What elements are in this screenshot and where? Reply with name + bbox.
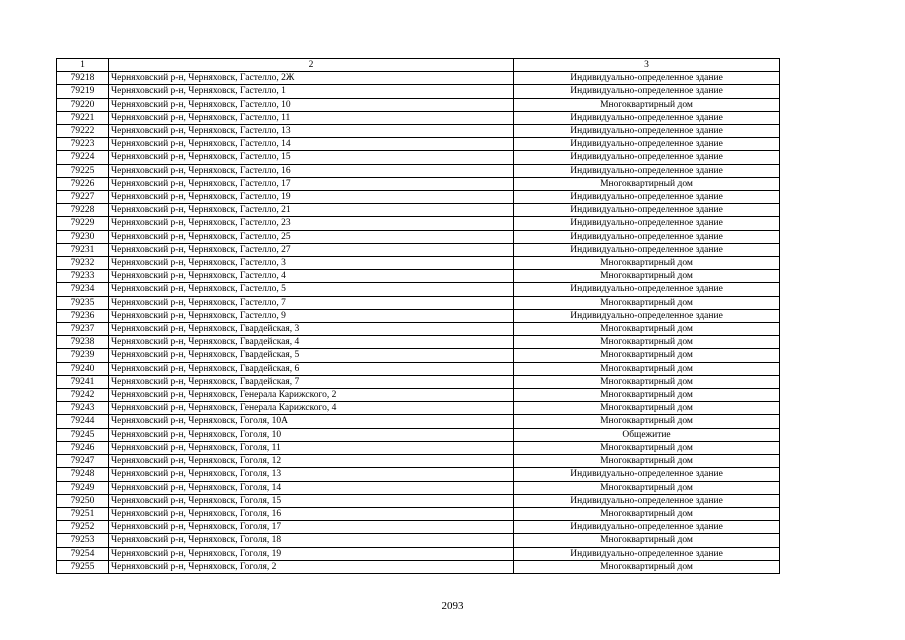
row-number-cell: 79229	[57, 217, 109, 230]
table-row	[57, 494, 780, 507]
object-type-cell: Многоквартирный дом	[514, 389, 780, 402]
object-type-cell: Многоквартирный дом	[514, 415, 780, 428]
address-cell: Черняховский р-н, Черняховск, Гвардейская, 3	[109, 323, 514, 336]
object-type-cell: Многоквартирный дом	[514, 323, 780, 336]
row-number-cell: 79222	[57, 125, 109, 138]
address-cell: Черняховский р-н, Черняховск, Гастелло, 1	[109, 85, 514, 98]
row-number-cell: 79246	[57, 441, 109, 454]
object-type-cell: Многоквартирный дом	[514, 270, 780, 283]
object-type-cell: Индивидуально-определенное здание	[514, 138, 780, 151]
table-row	[57, 151, 780, 164]
row-number-cell: 79236	[57, 309, 109, 322]
object-type-cell: Многоквартирный дом	[514, 402, 780, 415]
object-type-cell: Индивидуально-определенное здание	[514, 243, 780, 256]
table-row	[57, 309, 780, 322]
object-type-cell: Индивидуально-определенное здание	[514, 468, 780, 481]
address-cell: Черняховский р-н, Черняховск, Гастелло, 13	[109, 125, 514, 138]
object-type-cell: Многоквартирный дом	[514, 296, 780, 309]
address-cell: Черняховский р-н, Черняховск, Гоголя, 14	[109, 481, 514, 494]
address-cell: Черняховский р-н, Черняховск, Гастелло, 11	[109, 111, 514, 124]
object-type-cell: Индивидуально-определенное здание	[514, 111, 780, 124]
register-table	[56, 58, 780, 574]
address-cell: Черняховский р-н, Черняховск, Гвардейская, 5	[109, 349, 514, 362]
object-type-cell: Общежитие	[514, 428, 780, 441]
row-number-cell: 79251	[57, 507, 109, 520]
object-type-cell: Индивидуально-определенное здание	[514, 230, 780, 243]
object-type-cell: Индивидуально-определенное здание	[514, 217, 780, 230]
object-type-cell: Индивидуально-определенное здание	[514, 309, 780, 322]
table-row	[57, 415, 780, 428]
address-cell: Черняховский р-н, Черняховск, Гастелло, 14	[109, 138, 514, 151]
object-type-cell: Многоквартирный дом	[514, 362, 780, 375]
table-row	[57, 547, 780, 560]
row-number-cell: 79235	[57, 296, 109, 309]
row-number-cell: 79230	[57, 230, 109, 243]
address-cell: Черняховский р-н, Черняховск, Гастелло, 17	[109, 177, 514, 190]
table-row	[57, 362, 780, 375]
table-row	[57, 257, 780, 270]
address-cell: Черняховский р-н, Черняховск, Гоголя, 15	[109, 494, 514, 507]
table-row	[57, 455, 780, 468]
table-row	[57, 349, 780, 362]
table-row	[57, 521, 780, 534]
object-type-cell: Многоквартирный дом	[514, 560, 780, 573]
row-number-cell: 79228	[57, 204, 109, 217]
table-row	[57, 428, 780, 441]
address-cell: Черняховский р-н, Черняховск, Гастелло, 23	[109, 217, 514, 230]
address-cell: Черняховский р-н, Черняховск, Гоголя, 2	[109, 560, 514, 573]
table-row	[57, 243, 780, 256]
address-cell: Черняховский р-н, Черняховск, Гоголя, 13	[109, 468, 514, 481]
row-number-cell: 79224	[57, 151, 109, 164]
object-type-cell: Многоквартирный дом	[514, 507, 780, 520]
address-cell: Черняховский р-н, Черняховск, Гастелло, 16	[109, 164, 514, 177]
object-type-cell: Многоквартирный дом	[514, 455, 780, 468]
object-type-cell: Индивидуально-определенное здание	[514, 283, 780, 296]
object-type-cell: Индивидуально-определенное здание	[514, 494, 780, 507]
table-header-row	[57, 59, 780, 72]
row-number-cell: 79239	[57, 349, 109, 362]
table-row	[57, 125, 780, 138]
row-number-cell: 79247	[57, 455, 109, 468]
table-row	[57, 375, 780, 388]
table-row	[57, 177, 780, 190]
table-row	[57, 560, 780, 573]
object-type-cell: Индивидуально-определенное здание	[514, 85, 780, 98]
row-number-cell: 79225	[57, 164, 109, 177]
row-number-cell: 79244	[57, 415, 109, 428]
row-number-cell: 79242	[57, 389, 109, 402]
row-number-cell: 79218	[57, 72, 109, 85]
address-cell: Черняховский р-н, Черняховск, Генерала Карижского, 2	[109, 389, 514, 402]
row-number-cell: 79226	[57, 177, 109, 190]
table-row	[57, 191, 780, 204]
address-cell: Черняховский р-н, Черняховск, Гвардейская, 7	[109, 375, 514, 388]
object-type-cell: Многоквартирный дом	[514, 481, 780, 494]
object-type-cell: Многоквартирный дом	[514, 257, 780, 270]
object-type-cell: Многоквартирный дом	[514, 349, 780, 362]
address-cell: Черняховский р-н, Черняховск, Гоголя, 10	[109, 428, 514, 441]
table-row	[57, 217, 780, 230]
table-row	[57, 270, 780, 283]
row-number-cell: 79253	[57, 534, 109, 547]
address-cell: Черняховский р-н, Черняховск, Гастелло, 19	[109, 191, 514, 204]
row-number-cell: 79219	[57, 85, 109, 98]
table-row	[57, 111, 780, 124]
table-row	[57, 85, 780, 98]
row-number-cell: 79231	[57, 243, 109, 256]
address-cell: Черняховский р-н, Черняховск, Гоголя, 18	[109, 534, 514, 547]
header-col-2: 2	[109, 59, 514, 72]
address-cell: Черняховский р-н, Черняховск, Гастелло, 21	[109, 204, 514, 217]
object-type-cell: Индивидуально-определенное здание	[514, 151, 780, 164]
object-type-cell: Многоквартирный дом	[514, 375, 780, 388]
address-cell: Черняховский р-н, Черняховск, Гастелло, 3	[109, 257, 514, 270]
table-row	[57, 534, 780, 547]
header-col-3: 3	[514, 59, 780, 72]
table-row	[57, 230, 780, 243]
address-cell: Черняховский р-н, Черняховск, Гвардейская, 6	[109, 362, 514, 375]
object-type-cell: Многоквартирный дом	[514, 98, 780, 111]
row-number-cell: 79240	[57, 362, 109, 375]
row-number-cell: 79238	[57, 336, 109, 349]
object-type-cell: Индивидуально-определенное здание	[514, 164, 780, 177]
object-type-cell: Индивидуально-определенное здание	[514, 125, 780, 138]
row-number-cell: 79254	[57, 547, 109, 560]
address-cell: Черняховский р-н, Черняховск, Генерала Карижского, 4	[109, 402, 514, 415]
address-cell: Черняховский р-н, Черняховск, Гоголя, 12	[109, 455, 514, 468]
address-cell: Черняховский р-н, Черняховск, Гастелло, 25	[109, 230, 514, 243]
row-number-cell: 79248	[57, 468, 109, 481]
object-type-cell: Индивидуально-определенное здание	[514, 72, 780, 85]
table-row	[57, 283, 780, 296]
object-type-cell: Индивидуально-определенное здание	[514, 204, 780, 217]
row-number-cell: 79237	[57, 323, 109, 336]
page-number: 2093	[441, 600, 464, 612]
address-cell: Черняховский р-н, Черняховск, Гастелло, 2Ж	[109, 72, 514, 85]
row-number-cell: 79255	[57, 560, 109, 573]
address-cell: Черняховский р-н, Черняховск, Гоголя, 19	[109, 547, 514, 560]
object-type-cell: Многоквартирный дом	[514, 534, 780, 547]
address-cell: Черняховский р-н, Черняховск, Гастелло, 15	[109, 151, 514, 164]
object-type-cell: Многоквартирный дом	[514, 336, 780, 349]
object-type-cell: Индивидуально-определенное здание	[514, 521, 780, 534]
address-cell: Черняховский р-н, Черняховск, Гастелло, 7	[109, 296, 514, 309]
table-row	[57, 402, 780, 415]
row-number-cell: 79221	[57, 111, 109, 124]
table-row	[57, 323, 780, 336]
object-type-cell: Многоквартирный дом	[514, 177, 780, 190]
object-type-cell: Многоквартирный дом	[514, 441, 780, 454]
row-number-cell: 79227	[57, 191, 109, 204]
table-row	[57, 164, 780, 177]
address-cell: Черняховский р-н, Черняховск, Гвардейская, 4	[109, 336, 514, 349]
table-row	[57, 98, 780, 111]
address-cell: Черняховский р-н, Черняховск, Гастелло, 4	[109, 270, 514, 283]
table-row	[57, 72, 780, 85]
row-number-cell: 79250	[57, 494, 109, 507]
object-type-cell: Индивидуально-определенное здание	[514, 191, 780, 204]
address-cell: Черняховский р-н, Черняховск, Гастелло, 5	[109, 283, 514, 296]
row-number-cell: 79223	[57, 138, 109, 151]
object-type-cell: Индивидуально-определенное здание	[514, 547, 780, 560]
table-row	[57, 204, 780, 217]
row-number-cell: 79220	[57, 98, 109, 111]
address-cell: Черняховский р-н, Черняховск, Гоголя, 11	[109, 441, 514, 454]
row-number-cell: 79252	[57, 521, 109, 534]
table-row	[57, 481, 780, 494]
table-row	[57, 336, 780, 349]
row-number-cell: 79233	[57, 270, 109, 283]
address-cell: Черняховский р-н, Черняховск, Гастелло, 10	[109, 98, 514, 111]
table-row	[57, 389, 780, 402]
row-number-cell: 79245	[57, 428, 109, 441]
row-number-cell: 79232	[57, 257, 109, 270]
address-cell: Черняховский р-н, Черняховск, Гастелло, 27	[109, 243, 514, 256]
address-cell: Черняховский р-н, Черняховск, Гоголя, 10А	[109, 415, 514, 428]
table-row	[57, 507, 780, 520]
table-row	[57, 441, 780, 454]
row-number-cell: 79249	[57, 481, 109, 494]
row-number-cell: 79243	[57, 402, 109, 415]
address-cell: Черняховский р-н, Черняховск, Гастелло, 9	[109, 309, 514, 322]
table-row	[57, 296, 780, 309]
header-col-1: 1	[57, 59, 109, 72]
row-number-cell: 79241	[57, 375, 109, 388]
table-row	[57, 138, 780, 151]
address-cell: Черняховский р-н, Черняховск, Гоголя, 17	[109, 521, 514, 534]
row-number-cell: 79234	[57, 283, 109, 296]
table-row	[57, 468, 780, 481]
address-cell: Черняховский р-н, Черняховск, Гоголя, 16	[109, 507, 514, 520]
